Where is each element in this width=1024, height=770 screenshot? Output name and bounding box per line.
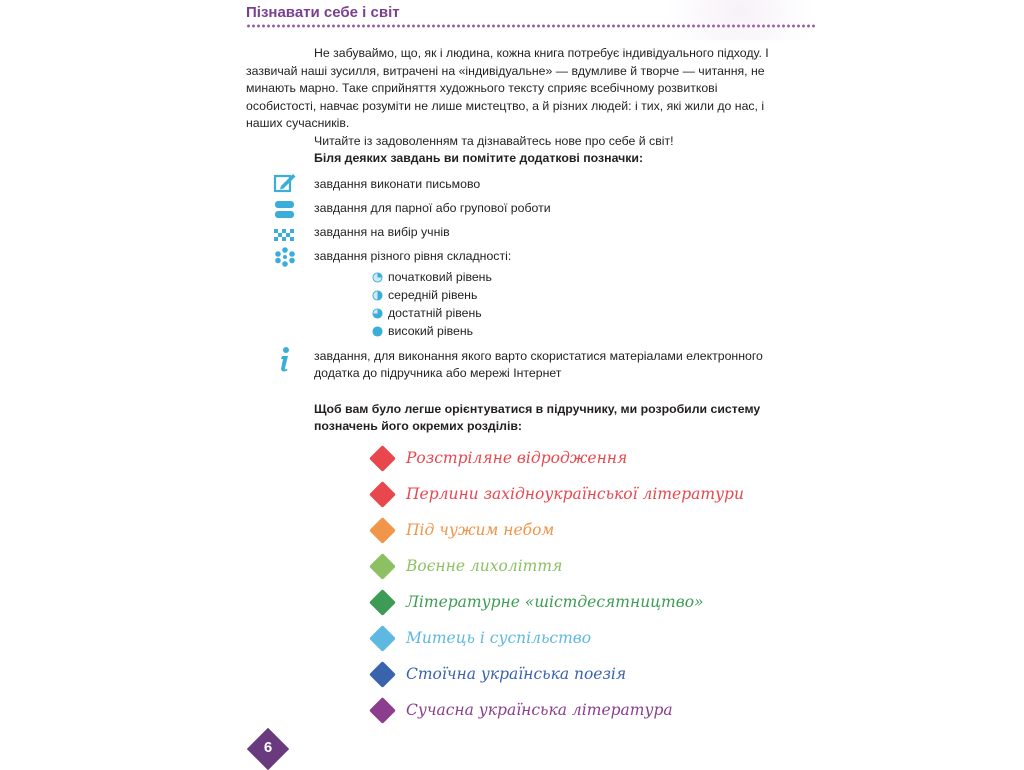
intro-text	[246, 45, 791, 150]
section-label: Сучасна українська література	[406, 701, 673, 719]
header-title: Пізнавати себе і світ	[246, 4, 400, 21]
section-diamond-icon	[369, 589, 396, 616]
half-circle-icon	[372, 290, 383, 301]
level-label: початковий рівень	[388, 270, 492, 284]
level-item	[372, 323, 473, 340]
section-diamond-icon	[369, 517, 396, 544]
flower-asterisk-icon	[273, 246, 297, 268]
legend-item-label: завдання різного рівня складності:	[314, 249, 512, 263]
pencil-note-icon	[273, 172, 297, 194]
full-circle-icon	[372, 326, 383, 337]
section-label: Перлини західноукраїнської літератури	[406, 485, 744, 503]
page-number-badge	[250, 731, 286, 767]
section-label: Розстріляне відродження	[406, 449, 628, 467]
legend-item-label: завдання на вибір учнів	[314, 225, 450, 239]
level-item	[372, 305, 482, 322]
intro-paragraph: Читайте із задоволенням та дізнавайтесь нове про себе й світ!	[314, 133, 674, 148]
section-diamond-icon	[369, 481, 396, 508]
section-label: Стоїчна українська поезія	[406, 665, 627, 683]
page-number: 6	[263, 739, 273, 756]
section-label: Воєнне лихоліття	[406, 557, 563, 575]
sections-heading: Щоб вам було легше орієнтуватися в підручнику, ми розробили систему позначень його окремих розділів:	[314, 402, 761, 433]
section-item	[368, 551, 562, 581]
level-label: достатній рівень	[388, 306, 482, 320]
level-item	[372, 269, 492, 286]
level-label: середній рівень	[388, 288, 478, 302]
section-label: Митець і суспільство	[406, 629, 592, 647]
level-label: високий рівень	[388, 324, 474, 338]
section-item	[368, 659, 626, 689]
checker-pattern-icon	[273, 223, 297, 245]
intro-paragraph: Не забуваймо, що, як і людина, кожна книга потребує індивідуального підходу. І зазвичай наші зусилля, витрачені на «індивідуальне» — вдумливе й творче — читання, не минають марно. Таке сприйняття художнього тексту сприяє всебічному розвиткові особистості, навчає розуміти не лише мистецтво, а й різних людей: і тих, які жили до нас, і наших сучасників.	[246, 46, 769, 130]
section-diamond-icon	[369, 553, 396, 580]
legend-item-label: завдання виконати письмово	[314, 177, 481, 191]
quarter-circle-icon	[372, 272, 383, 283]
info-icon	[275, 346, 293, 372]
section-diamond-icon	[369, 661, 396, 688]
three-quarter-circle-icon	[372, 308, 383, 319]
section-item	[368, 623, 591, 653]
legend-item-label: завдання для парної або групової роботи	[314, 201, 551, 215]
section-label: Під чужим небом	[406, 521, 555, 539]
level-item	[372, 287, 477, 304]
section-item	[368, 515, 554, 545]
section-item	[368, 479, 744, 509]
legend-heading: Біля деяких завдань ви помітите додаткові позначки:	[314, 151, 644, 165]
header-watermark	[620, 0, 820, 40]
legend-item-label: завдання, для виконання якого варто скористатися матеріалами електронного додатка до підручника або мережі Інтернет	[314, 349, 763, 380]
section-diamond-icon	[369, 445, 396, 472]
section-diamond-icon	[369, 697, 396, 724]
section-item	[368, 695, 673, 725]
section-label: Літературне «шістдесятництво»	[406, 593, 704, 611]
section-item	[368, 587, 704, 617]
chat-bubbles-icon	[273, 199, 297, 221]
section-item	[368, 443, 627, 473]
section-diamond-icon	[369, 625, 396, 652]
